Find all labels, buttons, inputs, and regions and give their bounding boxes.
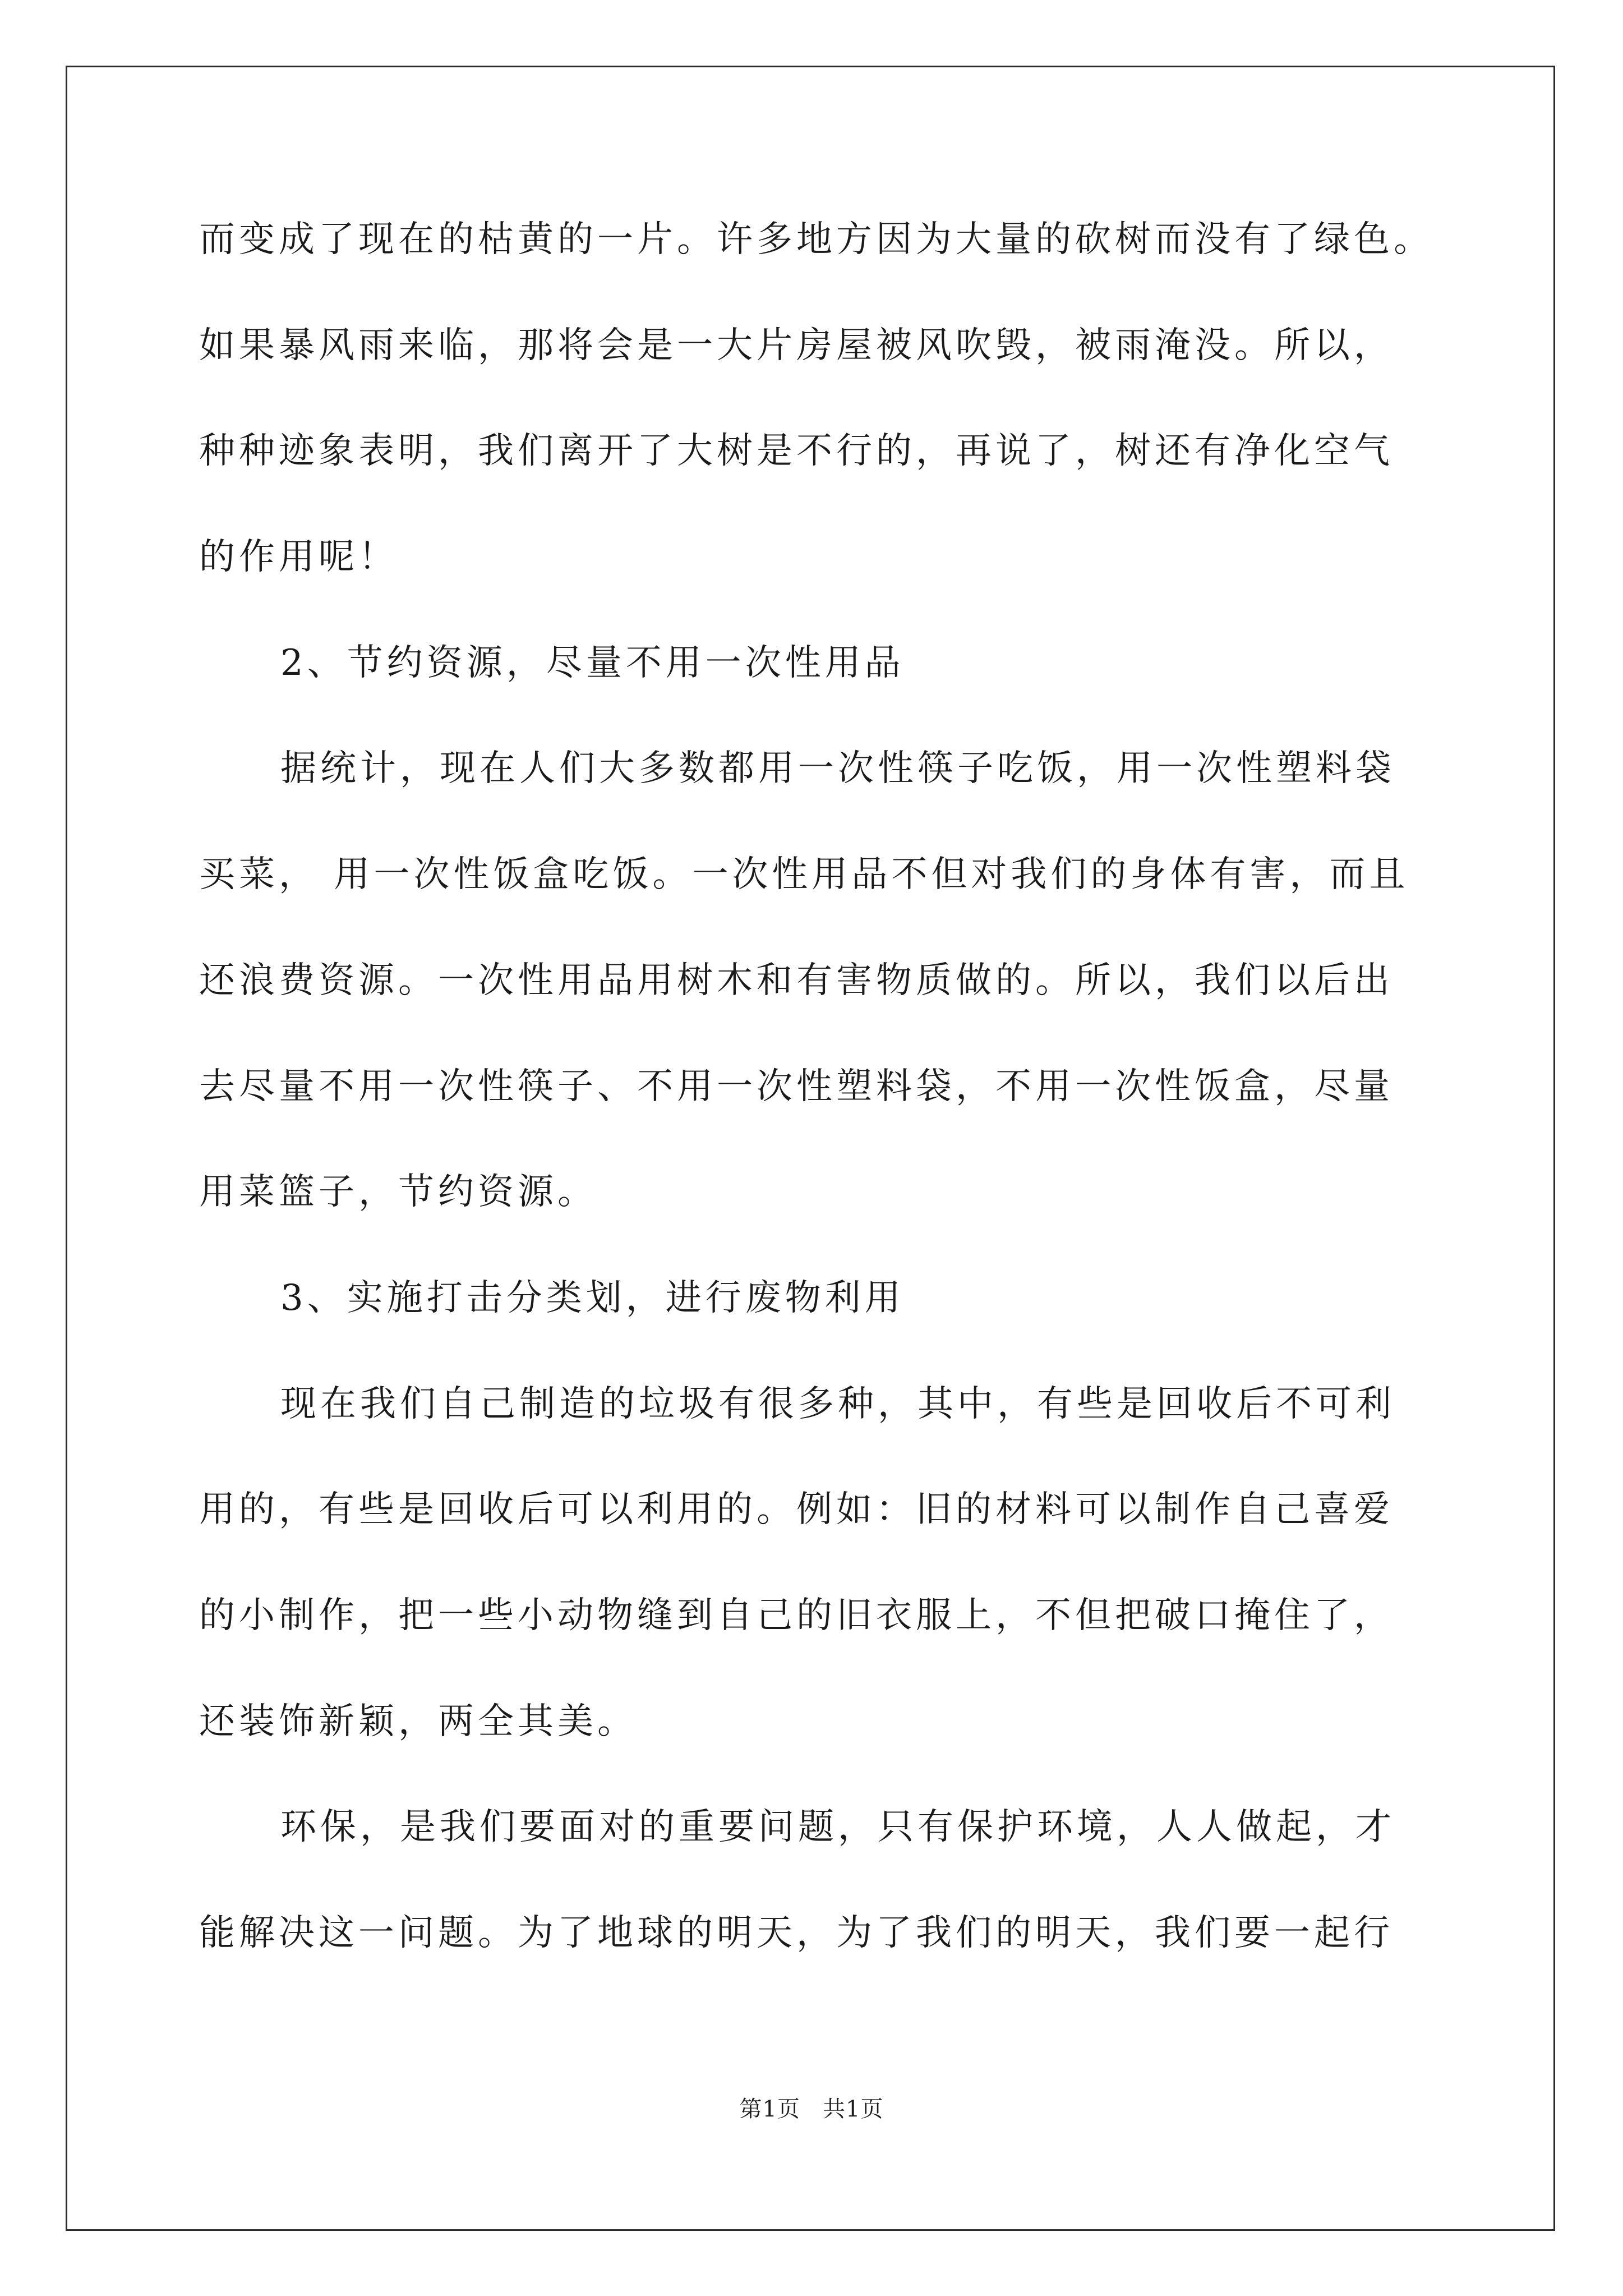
text-line: 如果暴风雨来临，那将会是一大片房屋被风吹毁，被雨淹没。所以， [199, 324, 1394, 366]
text-line: 现在我们自己制造的垃圾有很多种，其中，有些是回收后不可利 [280, 1383, 1395, 1425]
section-heading: 2、节约资源，尽量不用一次性用品 [280, 642, 905, 684]
text-line: 环保，是我们要面对的重要问题，只有保护环境，人人做起，才 [280, 1806, 1395, 1848]
text-line: 的小制作，把一些小动物缝到自己的旧衣服上，不但把破口掩住了， [199, 1594, 1394, 1636]
page-total: 共1页 [823, 2096, 884, 2122]
text-line: 还装饰新颖，两全其美。 [199, 1700, 637, 1742]
text-line: 用菜篮子，节约资源。 [199, 1171, 597, 1213]
text-line: 用的，有些是回收后可以利用的。例如：旧的材料可以制作自己喜爱 [199, 1489, 1394, 1531]
text-line: 买菜， 用一次性饭盒吃饭。一次性用品不但对我们的身体有害，而且 [199, 854, 1409, 896]
text-line: 种种迹象表明，我们离开了大树是不行的，再说了，树还有净化空气 [199, 430, 1394, 472]
page-number: 第1页 [739, 2096, 800, 2122]
page-footer [0, 2091, 1623, 2123]
text-line: 去尽量不用一次性筷子、不用一次性塑料袋，不用一次性饭盒，尽量 [199, 1065, 1394, 1107]
section-heading: 3、实施打击分类划，进行废物利用 [280, 1277, 905, 1319]
text-line: 而变成了现在的枯黄的一片。许多地方因为大量的砍树而没有了绿色。 [199, 219, 1433, 260]
text-line: 据统计，现在人们大多数都用一次性筷子吃饭，用一次性塑料袋 [280, 748, 1395, 790]
text-line: 能解决这一问题。为了地球的明天，为了我们的明天，我们要一起行 [199, 1912, 1394, 1954]
text-line: 还浪费资源。一次性用品用树木和有害物质做的。所以，我们以后出 [199, 959, 1394, 1001]
document-body [199, 220, 1438, 2019]
text-line: 的作用呢！ [199, 536, 398, 578]
